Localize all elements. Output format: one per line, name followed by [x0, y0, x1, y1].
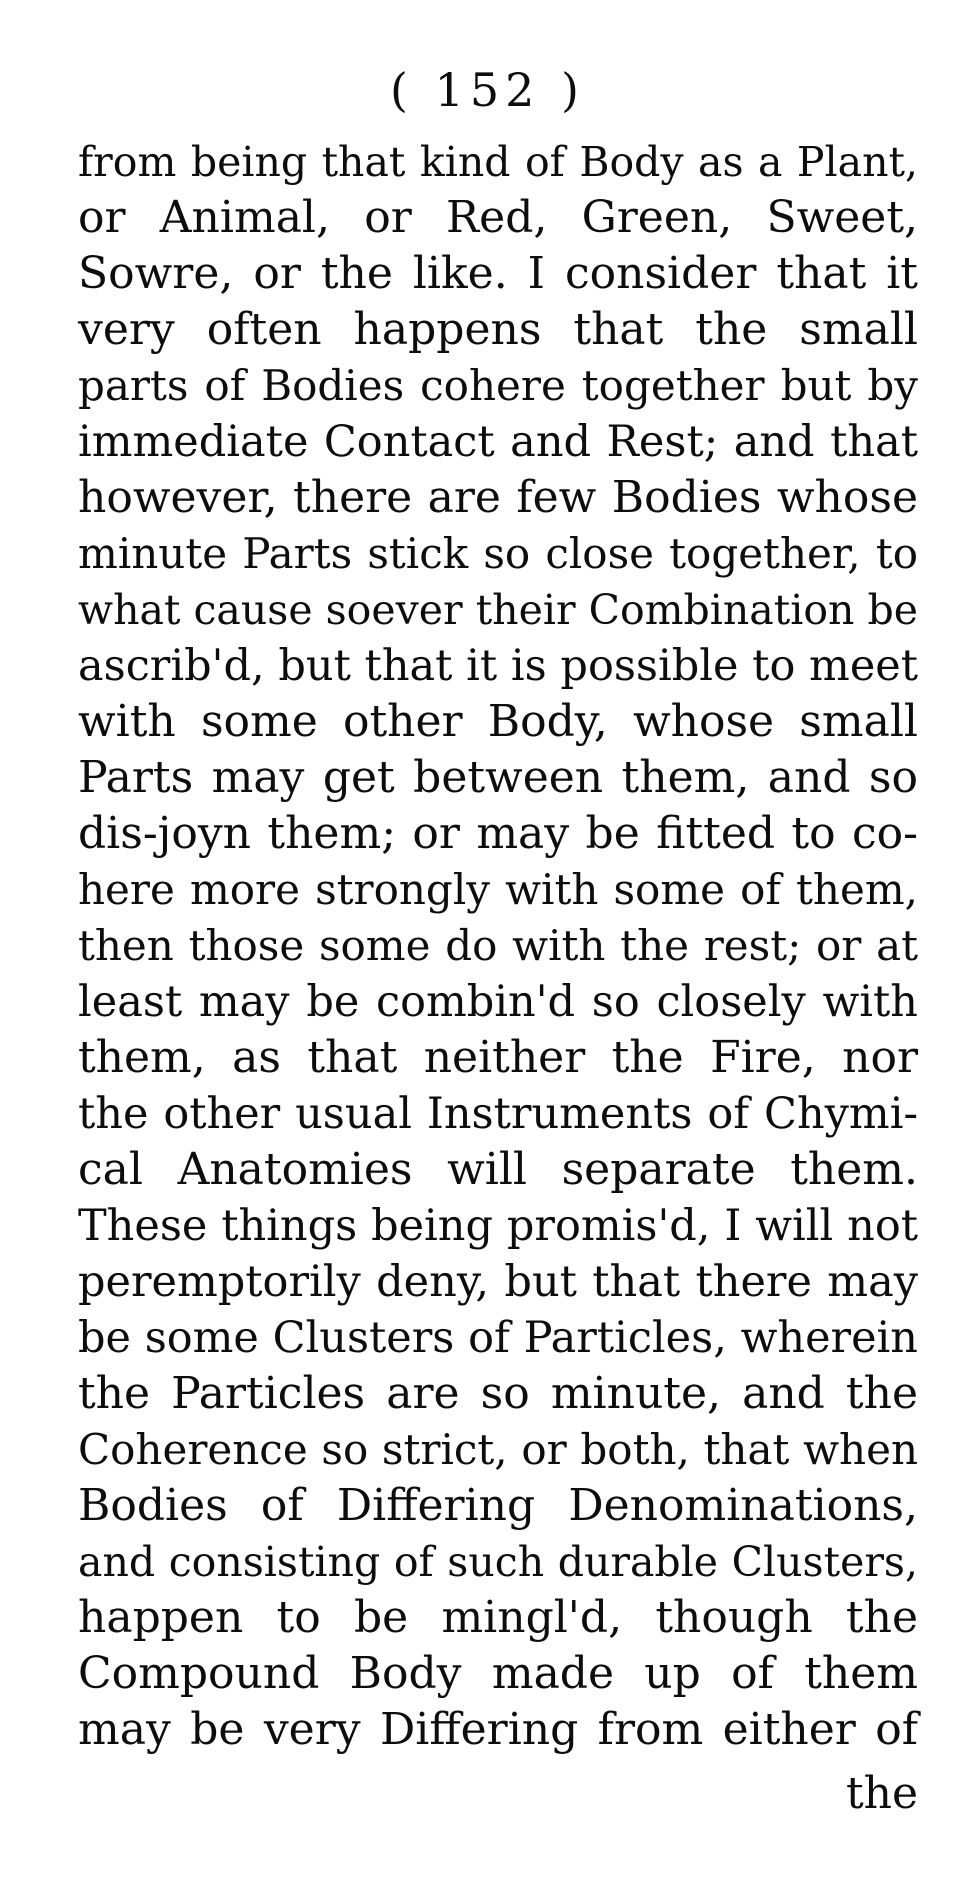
page-number: ( 152 )	[390, 63, 585, 117]
text-line: the other usual Instruments of Chymi-	[78, 1089, 918, 1139]
text-line: them, as that neither the Fire, nor	[78, 1032, 918, 1083]
text-line: very often happens that the small	[78, 304, 918, 355]
text-line: cal Anatomies will separate them.	[78, 1144, 918, 1195]
text-line: be some Clusters of Particles, wherein	[78, 1313, 918, 1363]
text-line: ascrib'd, but that it is possible to meet	[78, 641, 918, 691]
text-line: what cause soever their Combination be	[78, 586, 918, 634]
text-line: may be very Differing from either of	[78, 1704, 918, 1755]
text-line: Coherence so strict, or both, that when	[78, 1425, 918, 1474]
catchword: the	[845, 1768, 918, 1819]
text-line: Bodies of Differing Denominations,	[78, 1480, 918, 1531]
text-line: least may be combin'd so closely with	[78, 977, 918, 1027]
text-line: Parts may get between them, and so	[78, 752, 918, 803]
text-line: dis-joyn them; or may be fitted to co-	[78, 808, 918, 859]
text-line: then those some do with the rest; or at	[78, 921, 918, 970]
body-text	[78, 134, 918, 1758]
text-line: Sowre, or the like. I consider that it	[78, 248, 918, 299]
text-line: the Particles are so minute, and the	[78, 1368, 918, 1419]
text-line: however, there are few Bodies whose	[78, 472, 918, 523]
text-line: happen to be mingl'd, though the	[78, 1592, 918, 1643]
text-line: and consisting of such durable Clusters,	[78, 1538, 918, 1586]
text-line: with some other Body, whose small	[78, 696, 918, 747]
text-line: here more strongly with some of them,	[78, 865, 918, 914]
text-line: or Animal, or Red, Green, Sweet,	[78, 192, 918, 243]
text-line: minute Parts stick so close together, to	[78, 529, 918, 578]
text-line: immediate Contact and Rest; and that	[78, 417, 918, 467]
text-line: These things being promis'd, I will not	[78, 1201, 918, 1251]
text-line: Compound Body made up of them	[78, 1648, 918, 1699]
text-line: from being that kind of Body as a Plant,	[78, 138, 918, 186]
text-line: parts of Bodies cohere together but by	[78, 361, 918, 410]
text-line: peremptorily deny, but that there may	[78, 1257, 918, 1307]
